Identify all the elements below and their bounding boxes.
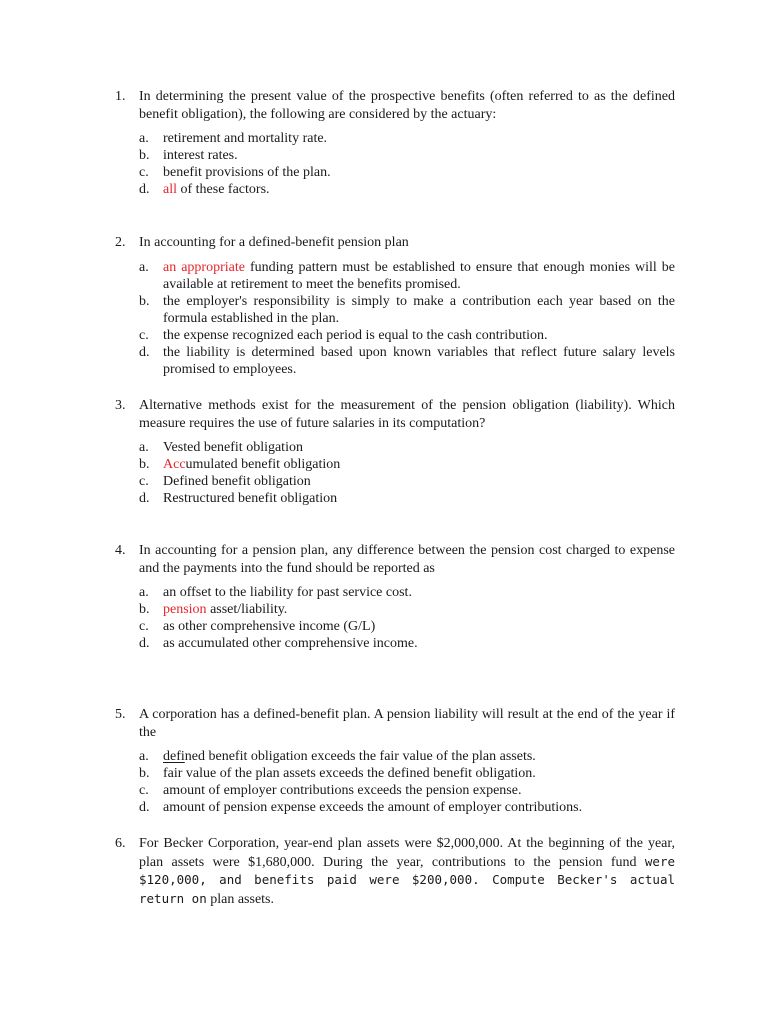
option-letter: b.: [139, 148, 150, 163]
option-a: [115, 748, 675, 765]
option-a: [115, 259, 675, 293]
option-letter: a.: [139, 259, 149, 275]
option-letter: a.: [139, 749, 149, 764]
option-text: amount of pension expense exceeds the amount of employer contributions.: [163, 800, 583, 815]
underlined-text: defi: [163, 749, 185, 764]
option-letter: b.: [139, 602, 150, 617]
option-text: fair value of the plan assets exceeds the defined benefit obligation.: [163, 766, 536, 781]
option-letter: b.: [139, 766, 150, 781]
option-letter: d.: [139, 636, 150, 651]
option-text: retirement and mortality rate.: [163, 131, 328, 146]
option-text: Restructured benefit obligation: [163, 491, 338, 506]
option-c: [115, 473, 675, 490]
option-letter: a.: [139, 131, 149, 146]
question-4: [115, 542, 675, 652]
question-text: Alternative methods exist for the measurement of the pension obligation (liability). Which measure requires the use of future salaries in its computation?: [139, 398, 675, 431]
question-1: [115, 88, 675, 198]
question-number: 5.: [115, 707, 126, 722]
option-d: [115, 635, 675, 652]
option-a: [115, 439, 675, 456]
highlighted-answer-text: Acc: [163, 457, 186, 472]
option-d: [115, 344, 675, 378]
option-text: benefit provisions of the plan.: [163, 165, 331, 180]
option-a: [115, 584, 675, 601]
option-letter: c.: [139, 165, 149, 180]
option-list: [115, 748, 675, 816]
option-text: amount of employer contributions exceeds the pension expense.: [163, 783, 522, 798]
option-list: [115, 259, 675, 378]
question-number: 4.: [115, 543, 126, 558]
option-c: [115, 782, 675, 799]
question-text: In accounting for a defined-benefit pension plan: [139, 235, 409, 250]
option-letter: d.: [139, 182, 150, 197]
option-b: [115, 147, 675, 164]
option-letter: d.: [139, 344, 150, 360]
question-text-monospace: were $120,000, and benefits paid were $200,000. Compute Becker's actual return on: [139, 853, 675, 906]
question-number: 6.: [115, 836, 126, 851]
option-text: umulated benefit obligation: [185, 457, 341, 472]
highlighted-answer-text: an appropriate: [163, 259, 245, 275]
option-letter: c.: [139, 619, 149, 634]
option-c: [115, 164, 675, 181]
option-b: [115, 601, 675, 618]
option-text: funding pattern must be established to ensure that enough monies will be available at retirement to meet the benefits promised.: [163, 259, 675, 292]
question-number: 1.: [115, 89, 126, 104]
option-text: ned benefit obligation exceeds the fair value of the plan assets.: [184, 749, 536, 764]
question-5: [115, 706, 675, 816]
option-letter: b.: [139, 293, 150, 309]
option-list: [115, 130, 675, 198]
option-b: [115, 293, 675, 327]
option-text: the employer's responsibility is simply to make a contribution each year based on the formula established in the plan.: [163, 293, 675, 326]
question-text: plan assets.: [206, 891, 274, 907]
option-letter: c.: [139, 474, 149, 489]
question-6: [115, 835, 675, 908]
question-3: [115, 397, 675, 507]
option-letter: c.: [139, 327, 149, 343]
option-letter: c.: [139, 783, 149, 798]
option-c: [115, 618, 675, 635]
option-letter: d.: [139, 491, 150, 506]
option-d: [115, 799, 675, 816]
option-d: [115, 181, 675, 198]
question-text: In determining the present value of the prospective benefits (often referred to as the defined benefit obligation), the following are considered by the actuary:: [139, 89, 675, 122]
question-2: [115, 234, 675, 378]
option-text: the liability is determined based upon known variables that reflect future salary levels promised to employees.: [163, 344, 675, 377]
option-b: [115, 765, 675, 782]
option-text: of these factors.: [177, 182, 270, 197]
option-text: as other comprehensive income (G/L): [163, 619, 376, 634]
question-number: 2.: [115, 235, 126, 250]
option-list: [115, 439, 675, 507]
question-text: In accounting for a pension plan, any difference between the pension cost charged to expense and the payments into the fund should be reported as: [139, 543, 675, 576]
option-letter: b.: [139, 457, 150, 472]
option-text: the expense recognized each period is equal to the cash contribution.: [163, 327, 548, 343]
option-text: Vested benefit obligation: [163, 440, 303, 455]
option-text: Defined benefit obligation: [163, 474, 311, 489]
option-text: as accumulated other comprehensive income.: [163, 636, 418, 651]
option-letter: d.: [139, 800, 150, 815]
option-list: [115, 584, 675, 652]
highlighted-answer-text: pension: [163, 602, 207, 617]
option-text: asset/liability.: [206, 602, 288, 617]
option-a: [115, 130, 675, 147]
option-letter: a.: [139, 585, 149, 600]
option-text: interest rates.: [163, 148, 238, 163]
option-letter: a.: [139, 440, 149, 455]
option-text: an offset to the liability for past service cost.: [163, 585, 412, 600]
option-c: [115, 327, 675, 344]
question-text: For Becker Corporation, year-end plan assets were $2,000,000. At the beginning of the year, plan assets were $1,680,000. During the year, contributions to the pension fund: [139, 836, 675, 870]
option-d: [115, 490, 675, 507]
question-number: 3.: [115, 398, 126, 413]
option-b: [115, 456, 675, 473]
highlighted-answer-text: all: [163, 182, 177, 197]
question-text: A corporation has a defined-benefit plan. A pension liability will result at the end of the year if the: [139, 707, 675, 740]
